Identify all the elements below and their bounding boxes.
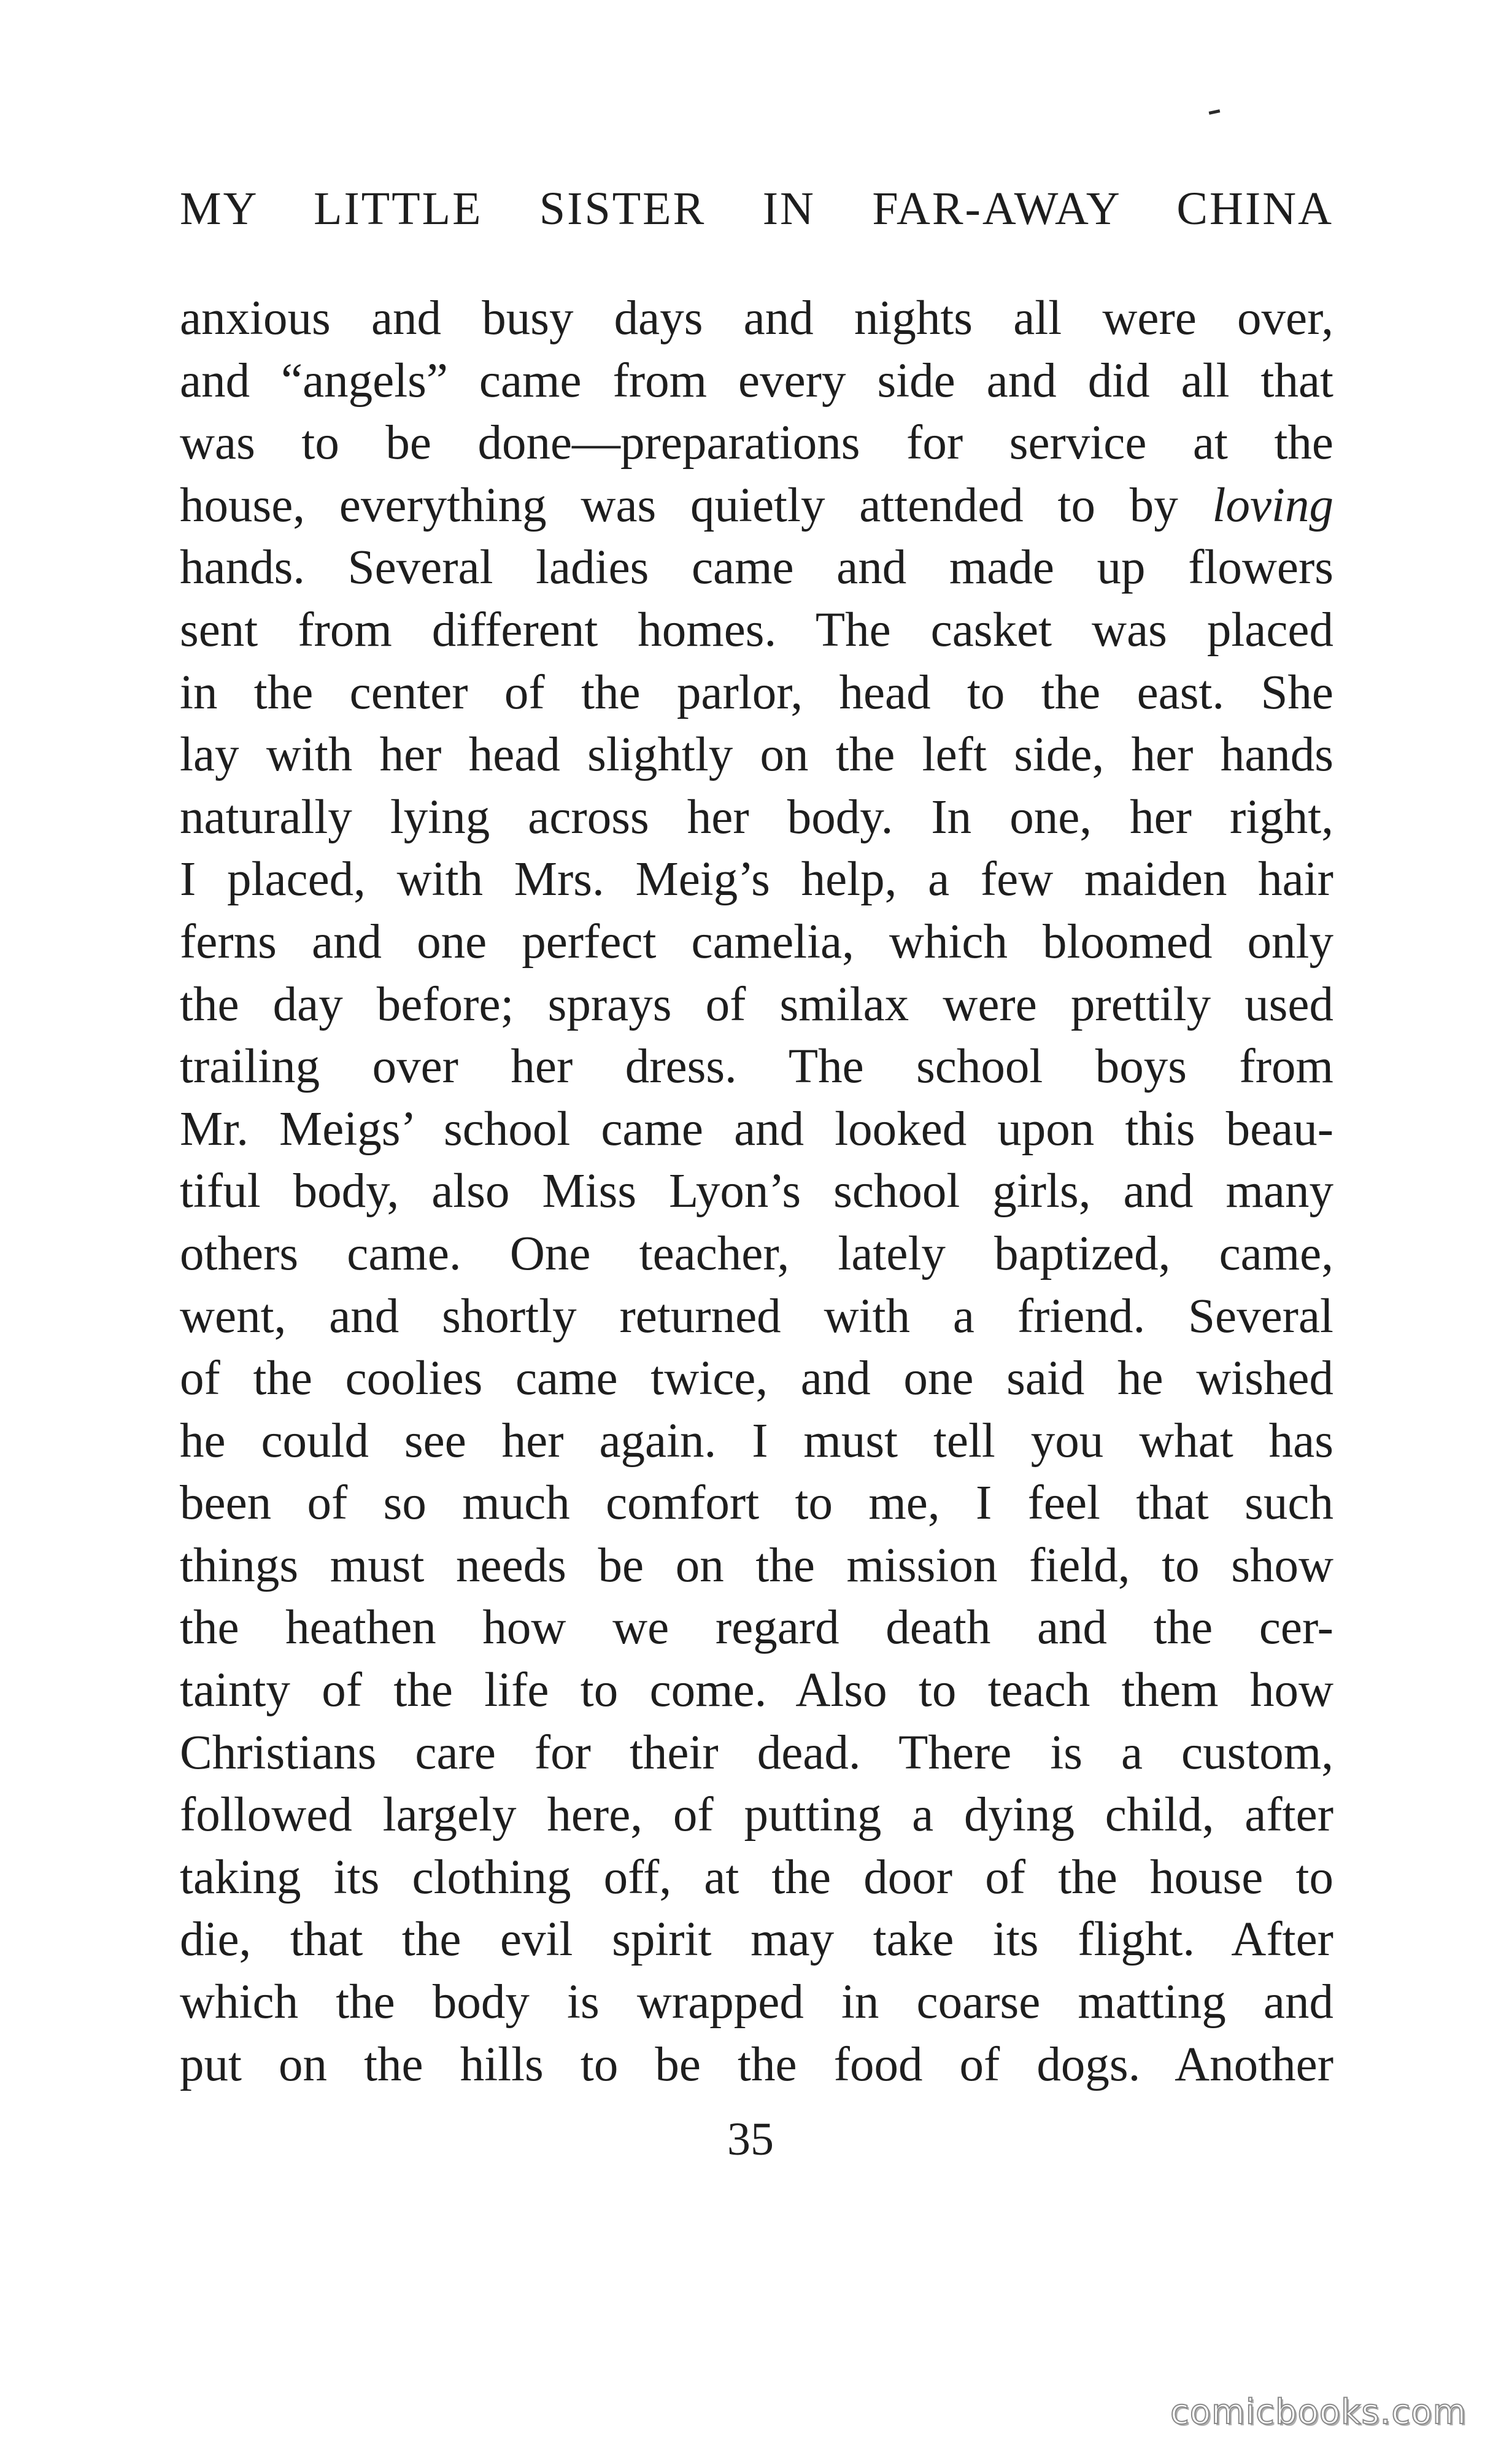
text-line: he could see her again. I must tell you what has <box>180 1414 1333 1468</box>
text-line: naturally lying across her body. In one, her right, <box>180 790 1333 844</box>
text-line: taking its clothing off, at the door of the house to <box>180 1850 1333 1904</box>
text-line-with-italic <box>180 475 1333 537</box>
text-line: I placed, with Mrs. Meig’s help, a few maiden hair <box>180 853 1333 907</box>
body-text <box>180 287 1333 2096</box>
text-line: Christians care for their dead. There is a custom, <box>180 1726 1333 1780</box>
text-line: sent from different homes. The casket was placed <box>180 603 1333 657</box>
text-line: the day before; sprays of smilax were prettily used <box>180 977 1333 1031</box>
text-line: trailing over her dress. The school boys from <box>180 1040 1333 1094</box>
text-line: was to be done—preparations for service at the <box>180 416 1333 470</box>
watermark: comicbooks.com <box>1170 2392 1467 2432</box>
text-line: die, that the evil spirit may take its flight. After <box>180 1913 1333 1967</box>
page-number: 35 <box>727 2113 774 2165</box>
text-line: lay with her head slightly on the left side, her hands <box>180 728 1333 782</box>
text-line: tainty of the life to come. Also to teach them how <box>180 1664 1333 1718</box>
text-line: the heathen how we regard death and the cer- <box>180 1601 1333 1655</box>
text-line: went, and shortly returned with a friend. Several <box>180 1289 1333 1343</box>
text-line: hands. Several ladies came and made up flowers <box>180 541 1333 595</box>
printer-mark <box>1209 109 1221 115</box>
text-line: ferns and one perfect camelia, which bloomed only <box>180 915 1333 969</box>
text-line: put on the hills to be the food of dogs. Another <box>180 2037 1333 2091</box>
text-line: which the body is wrapped in coarse matting and <box>180 1975 1333 2029</box>
text-line: of the coolies came twice, and one said he wished <box>180 1352 1333 1406</box>
text-line: Mr. Meigs’ school came and looked upon this beau- <box>180 1102 1333 1156</box>
running-head: MY LITTLE SISTER IN FAR-AWAY CHINA <box>180 183 1333 234</box>
text-line: others came. One teacher, lately baptized, came, <box>180 1226 1333 1280</box>
text-line-segment: house, everything was quietly attended to by <box>180 478 1178 532</box>
italic-word: loving <box>1212 478 1333 532</box>
text-line: things must needs be on the mission field, to show <box>180 1538 1333 1592</box>
text-line: followed largely here, of putting a dying child, after <box>180 1788 1333 1842</box>
text-line: been of so much comfort to me, I feel that such <box>180 1476 1333 1530</box>
text-line: anxious and busy days and nights all were over, <box>180 292 1333 345</box>
text-line: and “angels” came from every side and did all that <box>180 354 1333 408</box>
text-line: tiful body, also Miss Lyon’s school girls, and many <box>180 1164 1333 1218</box>
text-line: in the center of the parlor, head to the east. She <box>180 665 1333 719</box>
